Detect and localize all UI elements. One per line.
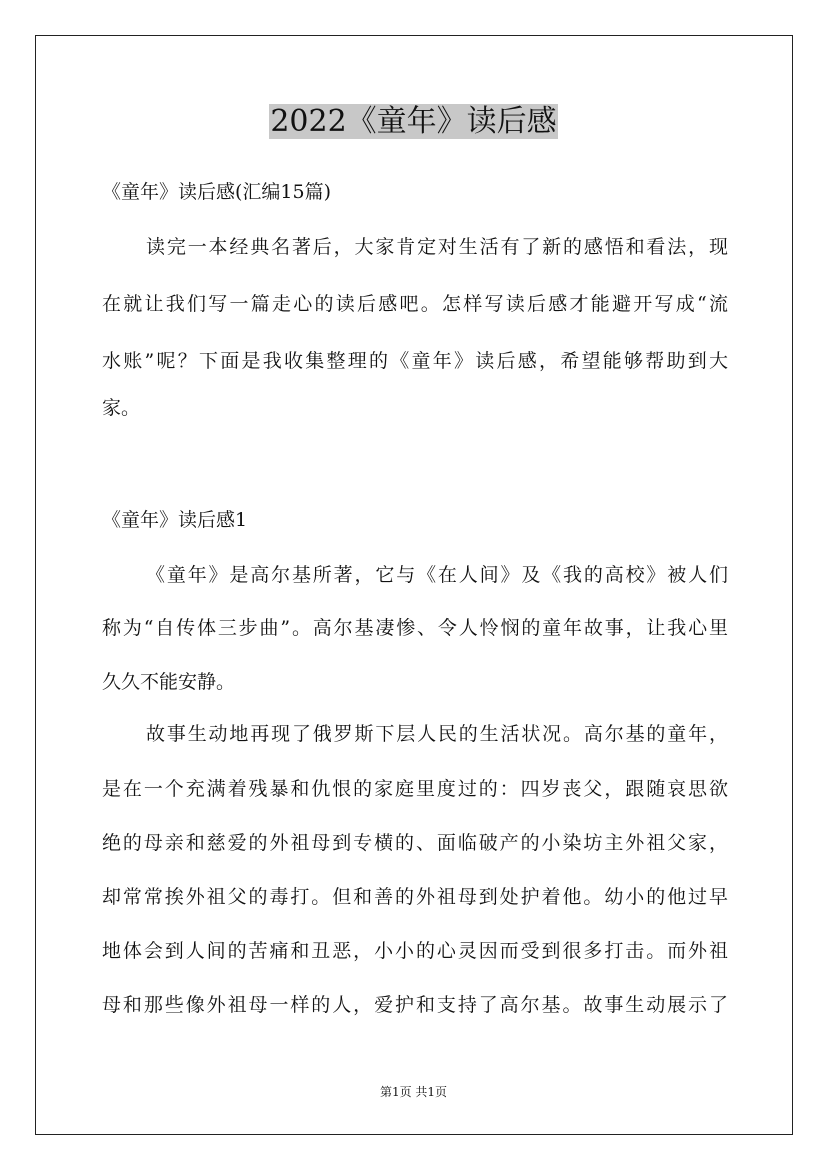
paragraph-line: 久久不能安静。 [102,671,236,693]
intro-line: 水账”呢？下面是我收集整理的《童年》读后感，希望能够帮助到大 [102,350,728,372]
paragraph-line: 称为“自传体三步曲”。高尔基凄惨、令人怜悯的童年故事，让我心里 [102,617,728,639]
section-heading: 《童年》读后感1 [102,509,248,531]
paragraph-line: 地体会到人间的苦痛和丑恶，小小的心灵因而受到很多打击。而外祖 [102,940,728,962]
intro-line: 读完一本经典名著后，大家肯定对生活有了新的感悟和看法，现 [146,236,728,258]
paragraph-line: 故事生动地再现了俄罗斯下层人民的生活状况。高尔基的童年， [146,723,728,745]
paragraph-line: 是在一个充满着残暴和仇恨的家庭里度过的：四岁丧父，跟随哀思欲 [102,778,728,800]
intro-line: 家。 [102,397,141,419]
document-subtitle: 《童年》读后感(汇编15篇) [102,181,332,203]
paragraph-line: 《童年》是高尔基所著，它与《在人间》及《我的高校》被人们 [146,564,728,586]
intro-line: 在就让我们写一篇走心的读后感吧。怎样写读后感才能避开写成“流 [102,293,728,315]
document-title-text: 2022《童年》读后感 [270,104,557,139]
paragraph-line: 却常常挨外祖父的毒打。但和善的外祖母到处护着他。幼小的他过早 [102,886,728,908]
document-title [0,102,827,142]
page-footer: 第1页 共1页 [379,1085,448,1099]
paragraph-line: 母和那些像外祖母一样的人，爱护和支持了高尔基。故事生动展示了 [102,994,728,1016]
paragraph-line: 绝的母亲和慈爱的外祖母到专横的、面临破产的小染坊主外祖父家， [102,832,728,854]
